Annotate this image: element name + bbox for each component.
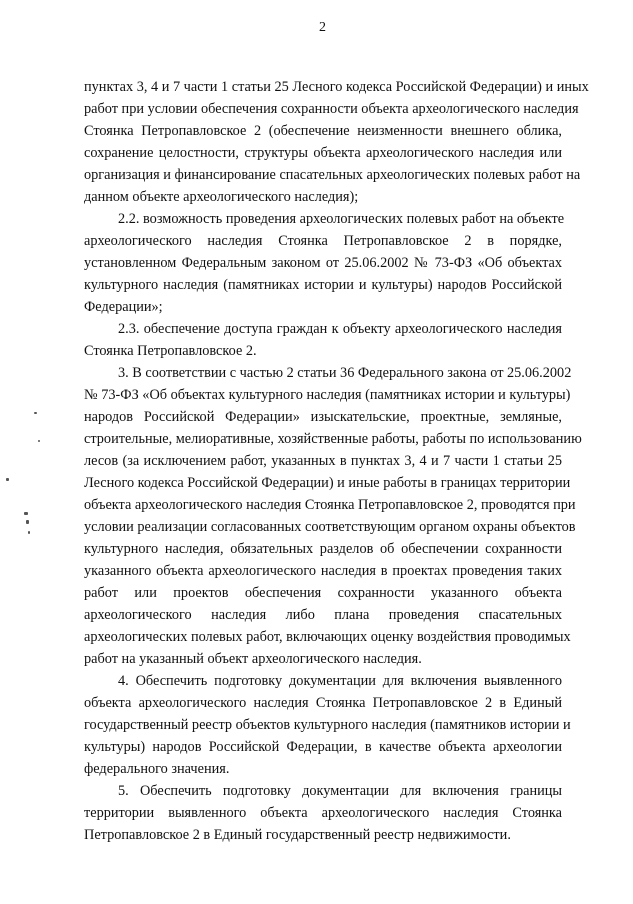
scan-speck xyxy=(26,520,29,524)
text-line: культурного наследия, обязательных разделов об обеспечении сохранности xyxy=(84,541,562,557)
text-line: объекта археологического наследия Стоянка Петропавловское 2, проводятся при xyxy=(84,497,576,513)
text-line: 2.3. обеспечение доступа граждан к объекту археологического наследия xyxy=(118,321,562,337)
text-line: объекта археологического наследия Стоянка Петропавловское 2 в Единый xyxy=(84,695,562,711)
text-line: 3. В соответствии с частью 2 статьи 36 Федерального закона от 25.06.2002 xyxy=(118,365,572,381)
text-line: работ или проектов обеспечения сохранности указанного объекта xyxy=(84,585,562,601)
text-line: территории выявленного объекта археологического наследия Стоянка xyxy=(84,805,562,821)
scan-speck xyxy=(34,412,37,414)
text-line: Федерации»; xyxy=(84,299,163,315)
text-line: археологических полевых работ, включающих оценку воздействия проводимых xyxy=(84,629,571,645)
text-line: пунктах 3, 4 и 7 части 1 статьи 25 Лесного кодекса Российской Федерации) и иных xyxy=(84,79,589,95)
text-line: федерального значения. xyxy=(84,761,230,777)
text-line: Стоянка Петропавловское 2 (обеспечение неизменности внешнего облика, xyxy=(84,123,562,139)
text-line: № 73-ФЗ «Об объектах культурного наследия (памятниках истории и культуры) xyxy=(84,387,571,403)
text-line: 5. Обеспечить подготовку документации для включения границы xyxy=(118,783,562,799)
text-line: 4. Обеспечить подготовку документации для включения выявленного xyxy=(118,673,562,689)
text-line: указанного объекта археологического наследия в проектах проведения таких xyxy=(84,563,562,579)
text-line: Петропавловское 2 в Единый государственный реестр недвижимости. xyxy=(84,827,511,843)
page-number: 2 xyxy=(319,20,326,35)
text-line: строительные, мелиоративные, хозяйственные работы, работы по использованию xyxy=(84,431,582,447)
text-line: сохранение целостности, структуры объекта археологического наследия или xyxy=(84,145,562,161)
scan-speck xyxy=(38,440,40,442)
text-line: Лесного кодекса Российской Федерации) и иные работы в границах территории xyxy=(84,475,571,491)
scan-speck xyxy=(24,512,28,515)
text-line: археологического наследия Стоянка Петропавловское 2 в порядке, xyxy=(84,233,562,249)
document-body xyxy=(84,76,589,846)
text-line: установленном Федеральным законом от 25.06.2002 № 73-ФЗ «Об объектах xyxy=(84,255,562,271)
scan-speck xyxy=(6,478,9,481)
text-line: народов Российской Федерации» изыскательские, проектные, земляные, xyxy=(84,409,562,425)
text-line: культурного наследия (памятниках истории и культуры) народов Российской xyxy=(84,277,562,293)
text-line: Стоянка Петропавловское 2. xyxy=(84,343,257,359)
text-line: 2.2. возможность проведения археологических полевых работ на объекте xyxy=(118,211,565,227)
text-line: работ на указанный объект археологического наследия. xyxy=(84,651,422,667)
text-line: организация и финансирование спасательных археологических полевых работ на xyxy=(84,167,581,183)
scan-speck xyxy=(28,531,30,534)
text-line: культуры) народов Российской Федерации, в качестве объекта археологии xyxy=(84,739,562,755)
text-line: лесов (за исключением работ, указанных в пунктах 3, 4 и 7 части 1 статьи 25 xyxy=(84,453,562,469)
text-line: работ при условии обеспечения сохранности объекта археологического наследия xyxy=(84,101,579,117)
text-line: данном объекте археологического наследия); xyxy=(84,189,359,205)
text-line: государственный реестр объектов культурного наследия (памятников истории и xyxy=(84,717,571,733)
text-line: условии реализации согласованных соответствующим органом охраны объектов xyxy=(84,519,576,535)
text-line: археологического наследия либо плана проведения спасательных xyxy=(84,607,562,623)
